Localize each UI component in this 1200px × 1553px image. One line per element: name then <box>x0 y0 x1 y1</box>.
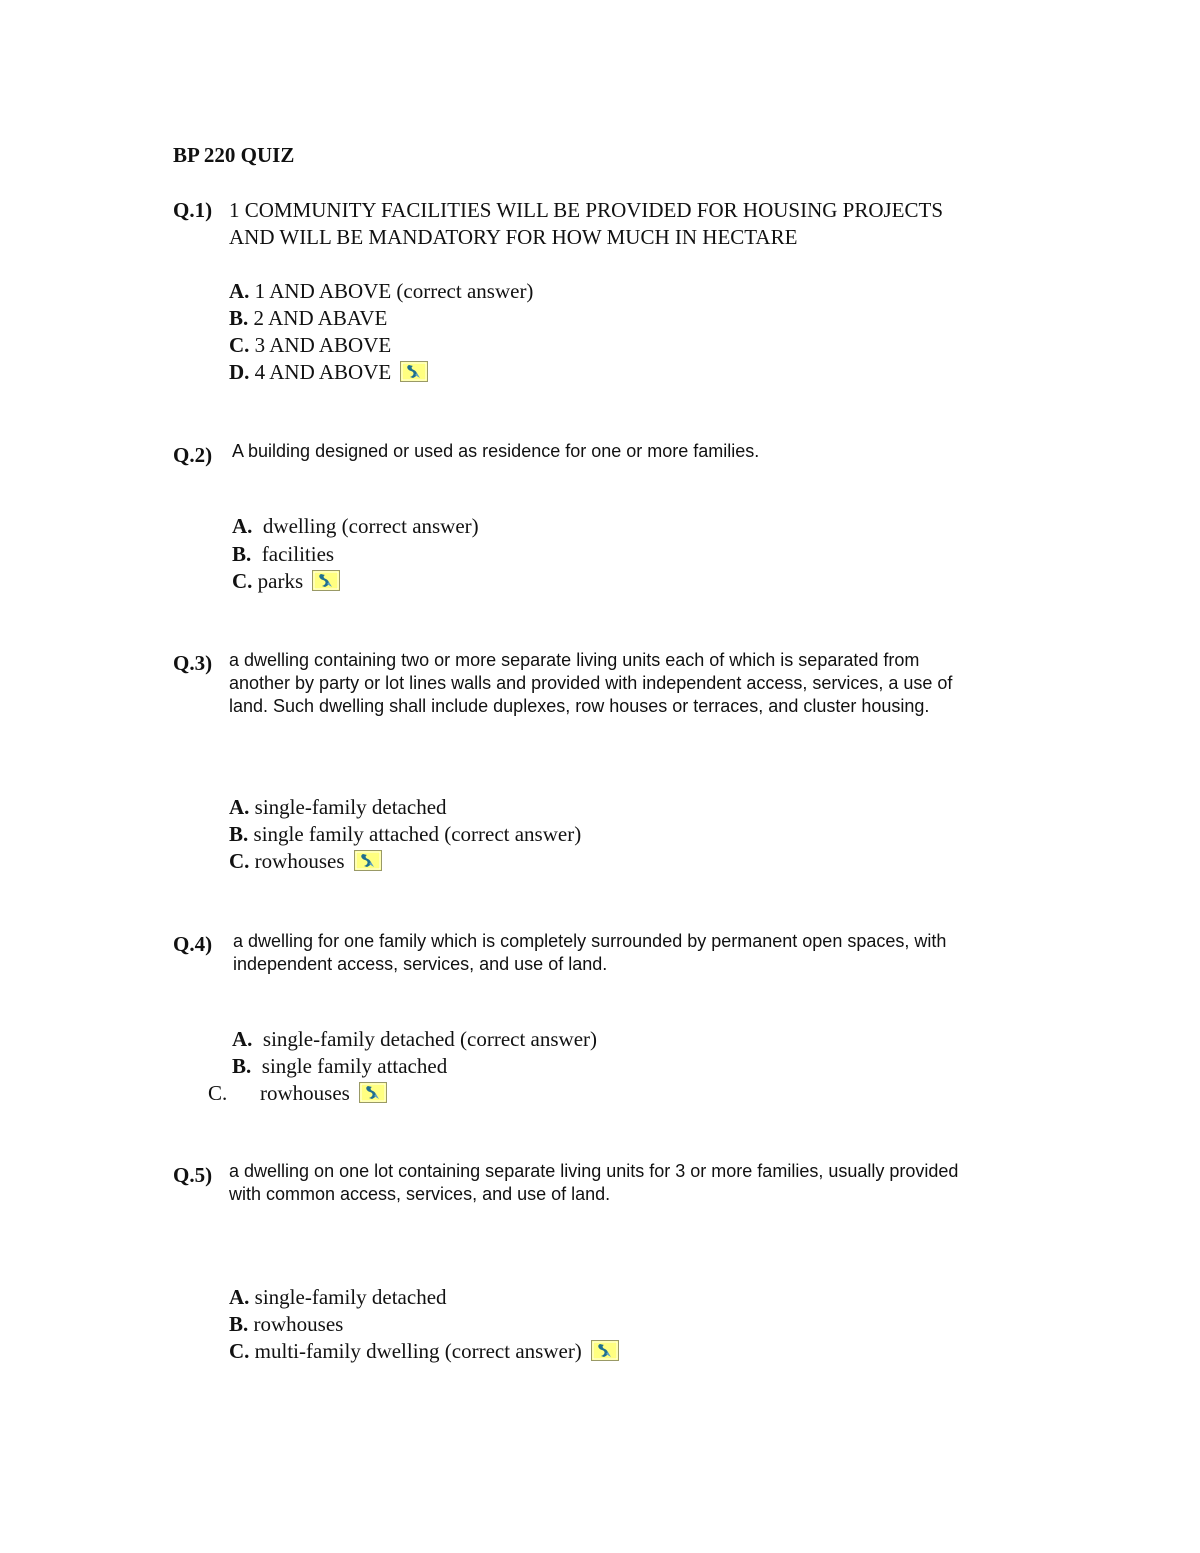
answer-option <box>229 821 581 848</box>
answer-option <box>229 305 387 332</box>
option-letter: A. <box>229 1285 250 1309</box>
question-number: Q.3) <box>173 651 213 675</box>
option-text: single-family detached <box>254 1285 447 1309</box>
option-letter: C. <box>229 849 250 873</box>
option-text: single-family detached (correct answer) <box>262 1027 598 1051</box>
question-text <box>229 1160 958 1206</box>
question-number: Q.4) <box>173 932 213 956</box>
question-text-line: A building designed or used as residence for one or more families. <box>232 441 760 461</box>
option-letter: B. <box>229 306 249 330</box>
answer-option <box>229 794 447 821</box>
page-title: BP 220 QUIZ <box>173 143 295 167</box>
answer-option <box>229 848 382 875</box>
answer-option <box>229 1284 447 1311</box>
option-text: rowhouses <box>254 849 345 873</box>
option-letter: A. <box>232 514 253 538</box>
answer-option <box>232 541 334 568</box>
question-text <box>229 649 952 718</box>
option-letter: D. <box>229 360 250 384</box>
option-text: rowhouses <box>260 1081 350 1105</box>
question-text-line: with common access, services, and use of land. <box>229 1184 611 1204</box>
question-text <box>229 197 943 251</box>
option-letter: A. <box>229 795 250 819</box>
question-number: Q.1) <box>173 198 213 222</box>
comment-note-icon[interactable] <box>312 570 340 591</box>
option-text: 4 AND ABOVE <box>254 360 392 384</box>
option-text: dwelling (correct answer) <box>262 514 479 538</box>
answer-option <box>232 513 479 540</box>
option-letter: B. <box>229 1312 249 1336</box>
option-text: single family attached (correct answer) <box>253 822 582 846</box>
answer-option <box>229 278 533 305</box>
question-text-line: a dwelling containing two or more separate living units each of which is separated from <box>229 650 920 670</box>
question-number: Q.2) <box>173 443 213 467</box>
option-text: 3 AND ABOVE <box>254 333 392 357</box>
option-text: rowhouses <box>253 1312 344 1336</box>
comment-note-icon[interactable] <box>400 361 428 382</box>
question-text-line: land. Such dwelling shall include duplexes, row houses or terraces, and cluster housing. <box>229 696 930 716</box>
answer-option <box>229 332 391 359</box>
answer-option <box>208 1080 387 1107</box>
option-text: single family attached <box>261 1054 448 1078</box>
answer-option <box>229 359 428 386</box>
question-text <box>233 930 946 976</box>
option-letter: C. <box>208 1081 228 1105</box>
option-letter: B. <box>232 1054 252 1078</box>
answer-option <box>229 1338 619 1365</box>
question-text-line: AND WILL BE MANDATORY FOR HOW MUCH IN HECTARE <box>229 225 798 249</box>
answer-option <box>229 1311 343 1338</box>
option-letter: C. <box>232 569 253 593</box>
question-text <box>232 440 759 463</box>
question-number: Q.5) <box>173 1163 213 1187</box>
comment-note-icon[interactable] <box>354 850 382 871</box>
question-text-line: another by party or lot lines walls and provided with independent access, services, a use of <box>229 673 953 693</box>
answer-option <box>232 1053 447 1080</box>
question-text-line: 1 COMMUNITY FACILITIES WILL BE PROVIDED FOR HOUSING PROJECTS <box>229 198 944 222</box>
option-text: multi-family dwelling (correct answer) <box>254 1339 582 1363</box>
option-letter: C. <box>229 333 250 357</box>
option-letter: B. <box>229 822 249 846</box>
option-text: parks <box>257 569 304 593</box>
option-text: 2 AND ABAVE <box>253 306 388 330</box>
option-letter: A. <box>232 1027 253 1051</box>
option-letter: A. <box>229 279 250 303</box>
question-text-line: a dwelling on one lot containing separate living units for 3 or more families, usually provided <box>229 1161 959 1181</box>
question-text-line: a dwelling for one family which is completely surrounded by permanent open spaces, with <box>233 931 947 951</box>
option-text: facilities <box>261 542 335 566</box>
option-letter: B. <box>232 542 252 566</box>
option-letter: C. <box>229 1339 250 1363</box>
option-text: single-family detached <box>254 795 447 819</box>
comment-note-icon[interactable] <box>359 1082 387 1103</box>
answer-option <box>232 1026 597 1053</box>
comment-note-icon[interactable] <box>591 1340 619 1361</box>
question-text-line: independent access, services, and use of land. <box>233 954 608 974</box>
answer-option <box>232 568 340 595</box>
option-text: 1 AND ABOVE (correct answer) <box>254 279 534 303</box>
